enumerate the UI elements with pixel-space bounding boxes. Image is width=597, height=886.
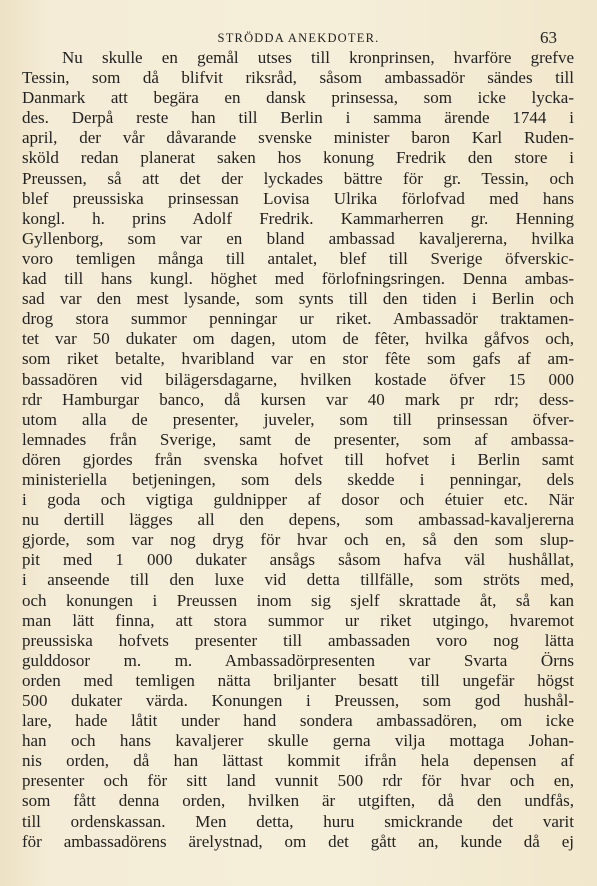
text-line: preussiska hofvets presenter till ambassaden voro nog lätta <box>22 630 574 650</box>
text-line: Preussen, så att det der lyckades bättre för gr. Tessin, och <box>22 168 574 188</box>
text-line: Tessin, som då blifvit riksråd, såsom ambassadör sändes till <box>22 68 574 88</box>
text-line: lare, hade låtit under hand sondera ambassadören, om icke <box>22 711 574 731</box>
text-line: blef preussiska prinsessan Lovisa Ulrika förlofvad med hans <box>22 188 574 208</box>
text-line: Danmark att begära en dansk prinsessa, som icke lycka- <box>22 88 574 108</box>
text-line: ministeriella betjeningen, som dels skedde i penningar, dels <box>22 469 574 489</box>
text-line: i anseende till den luxe vid detta tillfälle, som ströts med, <box>22 570 574 590</box>
text-line: han och hans kavaljerer skulle gerna vilja mottaga Johan- <box>22 731 574 751</box>
running-head: STRÖDDA ANEKDOTER. <box>217 31 380 45</box>
text-line: presenter och för sitt land vunnit 500 rdr för hvar och en, <box>22 771 574 791</box>
text-line: kad till hans kungl. höghet med förlofningsringen. Denna ambas- <box>22 269 574 289</box>
text-line: tet var 50 dukater om dagen, utom de fêter, hvilka gåfvos och, <box>22 329 574 349</box>
text-line: orden med temligen nätta briljanter besatt till ungefär högst <box>22 670 574 690</box>
text-line: nu dertill lägges all den depens, som ambassad-kavaljererna <box>22 510 574 530</box>
text-line: voro temligen många till antalet, blef till Sverige öfverskic- <box>22 248 574 268</box>
text-line: och konungen i Preussen inom sig sjelf skrattade åt, så kan <box>22 590 574 610</box>
text-line: des. Derpå reste han till Berlin i samma ärende 1744 i <box>22 108 574 128</box>
text-line: rdr Hamburgar banco, då kursen var 40 mark pr rdr; dess- <box>22 389 574 409</box>
text-line: utom alla de presenter, juveler, som till prinsessan öfver- <box>22 409 574 429</box>
text-line: kongl. h. prins Adolf Fredrik. Kammarherren gr. Henning <box>22 208 574 228</box>
page-number: 63 <box>540 28 557 47</box>
text-line: som riket betalte, hvaribland var en stor fête som gafs af am- <box>22 349 574 369</box>
text-line: pit med 1 000 dukater ansågs såsom hafva väl hushållat, <box>22 550 574 570</box>
text-line: sköld redan planerat saken hos konung Fredrik den store i <box>22 148 574 168</box>
text-line: nis orden, då han lättast kommit ifrån hela depensen af <box>22 751 574 771</box>
page-header <box>0 28 597 48</box>
text-line: april, der vår dåvarande svenske minister baron Karl Ruden- <box>22 128 574 148</box>
text-line: som fått denna orden, hvilken är utgiften, då den undfås, <box>22 791 574 811</box>
text-line: till ordenskassan. Men detta, huru smickrande det varit <box>22 811 574 831</box>
text-line: sad var den mest lysande, som synts till den tiden i Berlin och <box>22 289 574 309</box>
text-line: lemnades från Sverige, samt de presenter, som af ambassa- <box>22 429 574 449</box>
text-line: Gyllenborg, som var en bland ambassad kavaljererna, hvilka <box>22 228 574 248</box>
text-line: Nu skulle en gemål utses till kronprinsen, hvarföre grefve <box>62 48 574 67</box>
text-line: drog stora summor penningar ur riket. Ambassadör traktamen- <box>22 309 574 329</box>
text-line: 500 dukater värda. Konungen i Preussen, som god hushål- <box>22 691 574 710</box>
body-text <box>22 48 574 852</box>
text-line: bassadören vid bilägersdagarne, hvilken kostade öfver 15 000 <box>22 369 574 389</box>
text-line: för ambassadörens ärelystnad, om det gått an, kunde då ej <box>22 831 574 851</box>
text-line: man lätt finna, att stora summor ur riket utgingo, hvaremot <box>22 610 574 630</box>
text-line: gulddosor m. m. Ambassadörpresenten var Svarta Örns <box>22 650 574 670</box>
text-line: gjorde, som var nog dryg för hvar och en, så den som slup- <box>22 530 574 550</box>
text-line: dören gjordes från svenska hofvet till hofvet i Berlin samt <box>22 449 574 469</box>
text-line: i goda och vigtiga guldnipper af dosor och étuier etc. När <box>22 490 574 510</box>
